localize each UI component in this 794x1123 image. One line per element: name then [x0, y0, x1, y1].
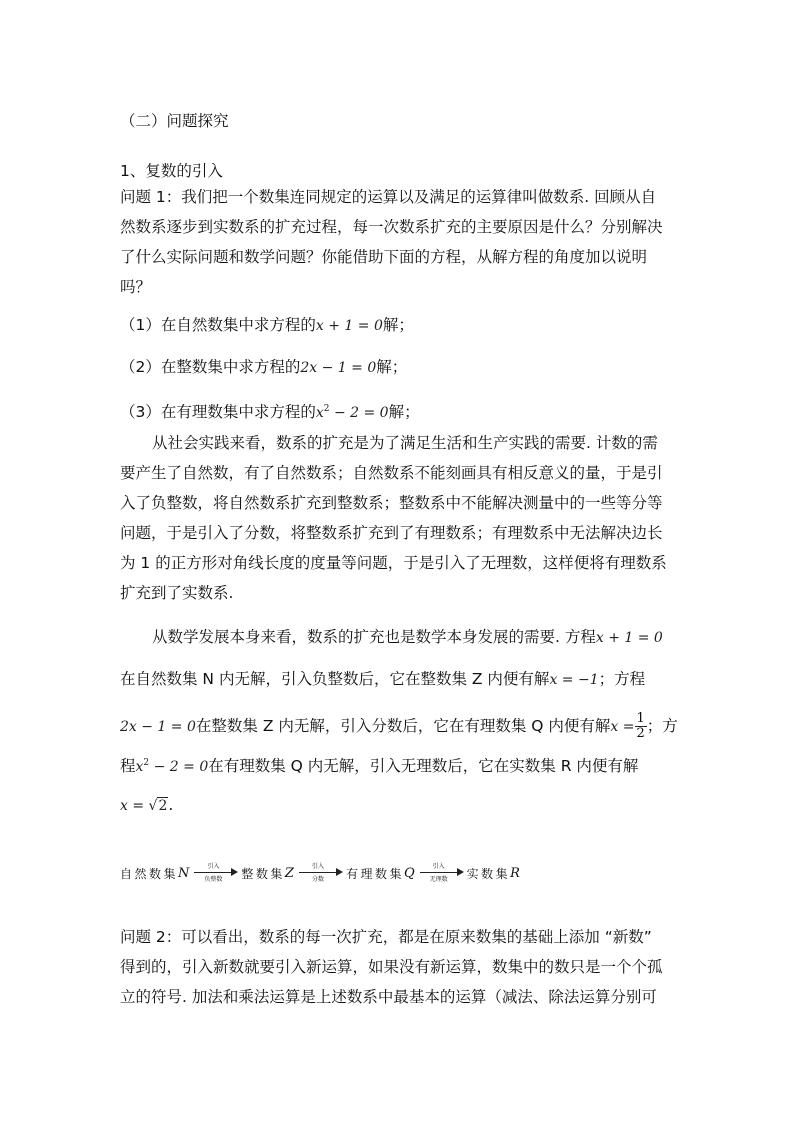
equation: 2x − 1 = 0 — [300, 360, 377, 376]
arrow-right-icon: 引入 分数 — [299, 863, 343, 883]
question1-line2: 然数系逐步到实数系的扩充过程，每一次数系扩充的主要原因是什么？分别解决 — [120, 218, 663, 236]
list-item-1 — [120, 314, 414, 337]
sqrt-symbol: √2 — [148, 798, 168, 814]
item-text: （2）在整数集中求方程的 — [120, 358, 301, 376]
item-text: （3）在有理数集中求方程的 — [120, 403, 316, 421]
paragraph2-line2: 在自然数集 N 内无解，引入负整数后，它在整数集 Z 内便有解x = −1；方程 — [120, 670, 646, 688]
question1-line4: 吗？ — [120, 278, 152, 296]
arrow-right-icon: 引入 无理数 — [420, 863, 464, 883]
set-symbol: R — [510, 865, 520, 881]
set-label: 自然数集 — [120, 866, 179, 881]
paragraph1-line2: 要产生了自然数，有了自然数系；自然数系不能刻画具有相反意义的量，于是引 — [120, 464, 663, 482]
equation: x = √2 — [120, 798, 168, 814]
equation: x = −1 — [549, 672, 599, 688]
subsection-title: 1、复数的引入 — [120, 162, 223, 180]
item-suffix: 解； — [376, 358, 408, 376]
set-symbol: Z — [284, 865, 294, 881]
arrow-right-icon: 引入 负整数 — [194, 863, 238, 883]
equation: x + 1 = 0 — [315, 318, 383, 334]
item-suffix: 解； — [382, 316, 414, 334]
question1-line1: 问题 1：我们把一个数集连同规定的运算以及满足的运算律叫做数系. 回顾从自 — [120, 188, 657, 206]
question2-line1: 问题 2：可以看出，数系的每一次扩充，都是在原来数集的基础上添加 “新数” — [120, 928, 652, 946]
paragraph2-line1: 从数学发展本身来看，数系的扩充也是数学本身发展的需要. 方程x + 1 = 0 — [152, 628, 663, 646]
paragraph2-line3: 2x − 1 = 0在整数集 Z 内无解，引入分数后，它在有理数集 Q 内便有解x = $\frac{1}{2}$ ；方 — [120, 711, 678, 741]
item-text: （1）在自然数集中求方程的 — [120, 316, 316, 334]
equation: 2x − 1 = 0 — [120, 719, 196, 735]
question1-line3: 了什么实际问题和数学问题？你能借助下面的方程，从解方程的角度加以说明 — [120, 248, 648, 266]
paragraph1-line3: 入了负整数，将自然数系扩充到整数系；整数系中不能解决测量中的一些等分等 — [120, 494, 663, 512]
paragraph2-line4: 程$x^2 - 2 = 0$在有理数集 Q 内无解，引入无理数后，它在实数集 R 内便有解 — [120, 757, 639, 775]
list-item-3 — [120, 398, 420, 424]
item-suffix: 解； — [388, 403, 420, 421]
section-title: （二）问题探究 — [120, 112, 229, 130]
equation-x: x = — [610, 719, 635, 735]
equation: $x^2 - 2 = 0$ — [315, 404, 389, 421]
paragraph1-line5: 为 1 的正方形对角线长度的度量等问题，于是引入了无理数，这样便将有理数系 — [120, 554, 667, 572]
paragraph1-line1: 从社会实践来看，数系的扩充是为了满足生活和生产实践的需要. 计数的需 — [152, 434, 658, 452]
equation: x + 1 = 0 — [595, 630, 663, 646]
number-system-chain — [120, 862, 522, 884]
set-symbol: N — [178, 865, 190, 881]
set-label: 整数集 — [241, 866, 285, 881]
paragraph1-line4: 问题，于是引入了分数，将整数系扩充到了有理数系；有理数系中无法解决边长 — [120, 524, 663, 542]
question2-line2: 得到的，引入新数就要引入新运算，如果没有新运算，数集中的数只是一个个孤 — [120, 958, 663, 976]
set-label: 实数集 — [466, 866, 511, 881]
question2-line3: 立的符号. 加法和乘法运算是上述数系中最基本的运算（减法、除法运算分别可 — [120, 988, 657, 1006]
paragraph1-line6: 扩充到了实数系. — [120, 584, 234, 602]
fraction: $\frac{1}{2}$ — [636, 711, 645, 741]
set-symbol: Q — [403, 865, 415, 881]
paragraph2-line5: x = √2. — [120, 794, 173, 817]
equation: $x^2 - 2 = 0$ — [135, 758, 209, 775]
list-item-2 — [120, 356, 407, 379]
set-label: 有理数集 — [345, 866, 404, 881]
